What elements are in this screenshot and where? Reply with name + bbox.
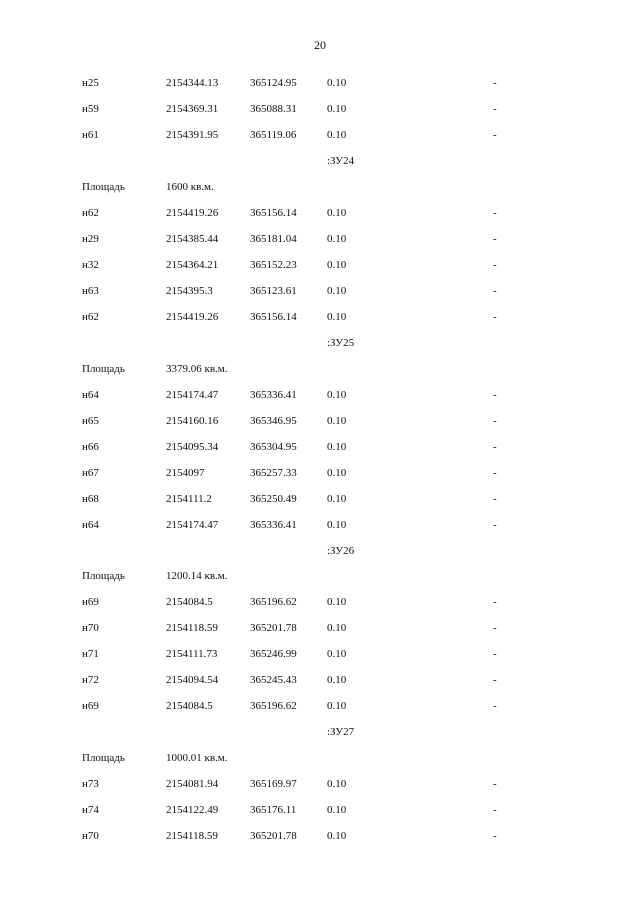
coordinate-x: 2154364.21 (166, 258, 219, 271)
accuracy-value: 0.10 (327, 232, 347, 245)
coordinate-x: 2154391.95 (166, 128, 219, 141)
area-row (0, 750, 640, 766)
area-row (0, 361, 640, 377)
point-name: н70 (82, 622, 99, 635)
coordinate-x: 2154118.59 (166, 830, 218, 843)
coordinate-y: 365196.62 (250, 700, 297, 713)
accuracy-value: 0.10 (327, 206, 347, 219)
coordinate-y: 365201.78 (250, 830, 297, 843)
point-name: н63 (82, 284, 99, 297)
coordinate-x: 2154084.5 (166, 700, 213, 713)
table-row (0, 309, 640, 325)
note-dash: - (493, 466, 497, 479)
coordinate-y: 365176.11 (250, 804, 297, 817)
coordinate-y: 365119.06 (250, 128, 297, 141)
table-row (0, 517, 640, 533)
accuracy-value: 0.10 (327, 388, 347, 401)
accuracy-value: 0.10 (327, 466, 347, 479)
coordinate-x: 2154160.16 (166, 414, 219, 427)
point-name: н32 (82, 258, 99, 271)
coordinate-y: 365257.33 (250, 466, 297, 479)
accuracy-value: 0.10 (327, 674, 347, 687)
table-row (0, 75, 640, 91)
table-row (0, 594, 640, 610)
note-dash: - (493, 206, 497, 219)
note-dash: - (493, 414, 497, 427)
section-header: :ЗУ25 (327, 336, 355, 349)
coordinate-y: 365181.04 (250, 232, 297, 245)
coordinate-y: 365156.14 (250, 206, 297, 219)
table-row (0, 491, 640, 507)
area-label: Площадь (82, 180, 125, 193)
table-row (0, 231, 640, 247)
note-dash: - (493, 77, 497, 89)
section-header-row (0, 543, 640, 559)
coordinate-y: 365088.31 (250, 103, 297, 115)
coordinate-x: 2154369.31 (166, 103, 219, 115)
section-header-row (0, 335, 640, 351)
table-row (0, 802, 640, 818)
coordinate-y: 365246.99 (250, 648, 297, 661)
table-row (0, 101, 640, 117)
coordinate-x: 2154084.5 (166, 596, 213, 609)
note-dash: - (493, 622, 497, 635)
note-dash: - (493, 804, 497, 817)
coordinate-y: 365123.61 (250, 284, 297, 297)
coordinate-x: 2154097 (166, 466, 205, 479)
accuracy-value: 0.10 (327, 310, 347, 323)
accuracy-value: 0.10 (327, 830, 347, 843)
accuracy-value: 0.10 (327, 77, 347, 89)
table-row (0, 205, 640, 221)
coordinate-x: 2154395.3 (166, 284, 213, 297)
point-name: н68 (82, 492, 99, 505)
note-dash: - (493, 232, 497, 245)
coordinate-x: 2154111.2 (166, 492, 212, 505)
coordinate-y: 365156.14 (250, 310, 297, 323)
area-value: 1200.14 кв.м. (166, 570, 228, 583)
accuracy-value: 0.10 (327, 778, 347, 791)
coordinate-y: 365152.23 (250, 258, 297, 271)
table-row (0, 465, 640, 481)
area-row (0, 179, 640, 195)
area-label: Площадь (82, 362, 125, 375)
coordinate-x: 2154419.26 (166, 206, 219, 219)
table-row (0, 620, 640, 636)
point-name: н61 (82, 128, 99, 141)
note-dash: - (493, 284, 497, 297)
area-row (0, 568, 640, 584)
accuracy-value: 0.10 (327, 440, 347, 453)
point-name: н74 (82, 804, 99, 817)
accuracy-value: 0.10 (327, 128, 347, 141)
note-dash: - (493, 128, 497, 141)
coordinate-y: 365169.97 (250, 778, 297, 791)
coordinate-x: 2154111.73 (166, 648, 218, 661)
table-row (0, 127, 640, 143)
point-name: н65 (82, 414, 99, 427)
note-dash: - (493, 440, 497, 453)
coordinate-x: 2154344.13 (166, 77, 219, 89)
table-row (0, 828, 640, 844)
coordinate-x: 2154118.59 (166, 622, 218, 635)
accuracy-value: 0.10 (327, 284, 347, 297)
point-name: н62 (82, 206, 99, 219)
section-header: :ЗУ27 (327, 726, 355, 739)
coordinate-x: 2154174.47 (166, 518, 219, 531)
point-name: н73 (82, 778, 99, 791)
point-name: н71 (82, 648, 99, 661)
note-dash: - (493, 310, 497, 323)
note-dash: - (493, 778, 497, 791)
point-name: н69 (82, 700, 99, 713)
coordinate-x: 2154385.44 (166, 232, 219, 245)
coordinate-y: 365196.62 (250, 596, 297, 609)
table-row (0, 413, 640, 429)
coordinate-y: 365346.95 (250, 414, 297, 427)
section-header: :ЗУ24 (327, 154, 355, 167)
point-name: н69 (82, 596, 99, 609)
accuracy-value: 0.10 (327, 103, 347, 115)
note-dash: - (493, 518, 497, 531)
point-name: н25 (82, 77, 99, 89)
accuracy-value: 0.10 (327, 596, 347, 609)
table-row (0, 646, 640, 662)
note-dash: - (493, 388, 497, 401)
coordinate-y: 365250.49 (250, 492, 297, 505)
section-header-row (0, 724, 640, 740)
point-name: н67 (82, 466, 99, 479)
point-name: н64 (82, 388, 99, 401)
note-dash: - (493, 830, 497, 843)
accuracy-value: 0.10 (327, 414, 347, 427)
accuracy-value: 0.10 (327, 700, 347, 713)
accuracy-value: 0.10 (327, 492, 347, 505)
accuracy-value: 0.10 (327, 648, 347, 661)
point-name: н70 (82, 830, 99, 843)
section-header: :ЗУ26 (327, 544, 355, 557)
note-dash: - (493, 674, 497, 687)
coordinate-x: 2154095.34 (166, 440, 219, 453)
table-row (0, 387, 640, 403)
point-name: н29 (82, 232, 99, 245)
note-dash: - (493, 103, 497, 115)
point-name: н59 (82, 103, 99, 115)
table-row (0, 672, 640, 688)
accuracy-value: 0.10 (327, 258, 347, 271)
coordinate-x: 2154419.26 (166, 310, 219, 323)
area-label: Площадь (82, 752, 125, 765)
coordinate-y: 365304.95 (250, 440, 297, 453)
note-dash: - (493, 700, 497, 713)
accuracy-value: 0.10 (327, 518, 347, 531)
coordinate-y: 365201.78 (250, 622, 297, 635)
section-header-row (0, 153, 640, 169)
point-name: н62 (82, 310, 99, 323)
note-dash: - (493, 492, 497, 505)
table-row (0, 776, 640, 792)
coordinate-x: 2154174.47 (166, 388, 219, 401)
note-dash: - (493, 648, 497, 661)
page-number: 20 (314, 38, 326, 52)
coordinate-y: 365245.43 (250, 674, 297, 687)
accuracy-value: 0.10 (327, 804, 347, 817)
table-row (0, 698, 640, 714)
coordinate-y: 365124.95 (250, 77, 297, 89)
point-name: н66 (82, 440, 99, 453)
point-name: н64 (82, 518, 99, 531)
area-value: 3379.06 кв.м. (166, 362, 228, 375)
accuracy-value: 0.10 (327, 622, 347, 635)
point-name: н72 (82, 674, 99, 687)
coordinate-x: 2154094.54 (166, 674, 219, 687)
area-label: Площадь (82, 570, 125, 583)
table-row (0, 283, 640, 299)
area-value: 1000.01 кв.м. (166, 752, 228, 765)
coordinate-x: 2154081.94 (166, 778, 219, 791)
note-dash: - (493, 258, 497, 271)
table-row (0, 257, 640, 273)
coordinate-y: 365336.41 (250, 518, 297, 531)
table-row (0, 439, 640, 455)
note-dash: - (493, 596, 497, 609)
coordinate-x: 2154122.49 (166, 804, 219, 817)
coordinate-y: 365336.41 (250, 388, 297, 401)
area-value: 1600 кв.м. (166, 180, 214, 193)
